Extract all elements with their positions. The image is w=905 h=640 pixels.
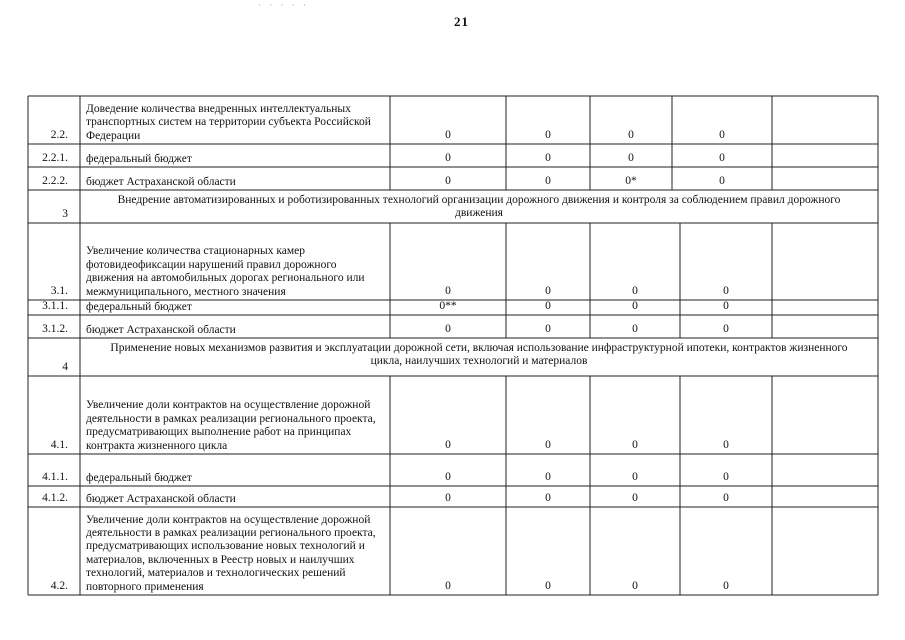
row-description: Увеличение количества стационарных камер фотовидеофиксации нарушений правил дорожного движения на автомобильных дорогах регионального или межмуниципального, местного значения (86, 245, 365, 298)
row-number: 4.1. (50, 439, 68, 451)
value-cell: 0 (632, 323, 638, 335)
value-cell: 0 (632, 285, 638, 297)
value-cell: 0 (545, 285, 551, 297)
scan-artifact: · · · · · (258, 0, 309, 10)
row-number: 3.1.1. (42, 300, 68, 312)
value-cell: 0 (545, 175, 551, 187)
value-cell: 0 (445, 492, 451, 504)
value-cell: 0 (723, 300, 729, 312)
row-description: бюджет Астраханской области (86, 323, 236, 336)
value-cell: 0 (545, 129, 551, 141)
value-cell: 0 (445, 471, 451, 483)
value-cell: 0 (723, 471, 729, 483)
value-cell: 0 (545, 300, 551, 312)
row-description: федеральный бюджет (86, 301, 192, 313)
value-cell: 0 (632, 492, 638, 504)
value-cell: 0 (719, 129, 725, 141)
row-number: 4 (62, 361, 68, 373)
value-cell: 0 (723, 580, 729, 592)
value-cell: 0 (545, 580, 551, 592)
value-cell: 0 (632, 439, 638, 451)
row-description: федеральный бюджет (86, 152, 192, 165)
row-number: 4.1.1. (42, 471, 68, 483)
value-cell: 0 (445, 175, 451, 187)
row-number: 2.2.1. (42, 152, 68, 164)
page-number: 21 (454, 14, 469, 29)
row-description: Увеличение доли контрактов на осуществление дорожной деятельности в рамках реализации регионального проекта, предусматривающих выполнение работ на принципах контракта жизненного цикла (86, 399, 376, 452)
row-number: 3.1. (50, 285, 68, 297)
value-cell: 0 (628, 129, 634, 141)
value-cell: 0 (723, 439, 729, 451)
value-cell: 0 (632, 580, 638, 592)
value-cell: 0 (445, 152, 451, 164)
value-cell: 0 (445, 323, 451, 335)
value-cell: 0 (445, 439, 451, 451)
section-heading: Внедрение автоматизированных и роботизированных технологий организации дорожного движения и контроля за соблюдением правил дорожного движения (117, 194, 841, 220)
row-description: Увеличение доли контрактов на осуществление дорожной деятельности в рамках реализации регионального проекта, предусматривающих использование новых технологий и материалов, включенных в Реестр новых и наилучших технологий, материалов и технологических решений повторного применения (86, 513, 376, 593)
value-cell: 0 (445, 580, 451, 592)
row-number: 3 (62, 208, 68, 220)
row-description: Доведение количества внедренных интеллектуальных транспортных систем на территории субъекта Российской Федерации (86, 102, 371, 142)
value-cell: 0 (723, 285, 729, 297)
value-cell: 0 (723, 492, 729, 504)
value-cell: 0 (545, 152, 551, 164)
value-cell: 0 (719, 152, 725, 164)
row-number: 4.2. (50, 580, 68, 592)
section-heading: Применение новых механизмов развития и эксплуатации дорожной сети, включая использование инфраструктурной ипотеки, контрактов жизненного цикла, наилучших технологий и материалов (110, 342, 848, 368)
row-description: бюджет Астраханской области (86, 175, 236, 188)
value-cell: 0** (439, 300, 457, 312)
value-cell: 0 (628, 152, 634, 164)
value-cell: 0* (625, 175, 637, 187)
value-cell: 0 (545, 471, 551, 483)
row-number: 4.1.2. (42, 492, 68, 504)
value-cell: 0 (445, 129, 451, 141)
value-cell: 0 (719, 175, 725, 187)
row-number: 2.2. (50, 129, 68, 141)
value-cell: 0 (723, 323, 729, 335)
row-description: бюджет Астраханской области (86, 492, 236, 505)
value-cell: 0 (545, 492, 551, 504)
value-cell: 0 (545, 439, 551, 451)
value-cell: 0 (445, 285, 451, 297)
value-cell: 0 (545, 323, 551, 335)
value-cell: 0 (632, 300, 638, 312)
row-description: федеральный бюджет (86, 471, 192, 484)
row-number: 2.2.2. (42, 175, 68, 187)
value-cell: 0 (632, 471, 638, 483)
row-number: 3.1.2. (42, 323, 68, 335)
